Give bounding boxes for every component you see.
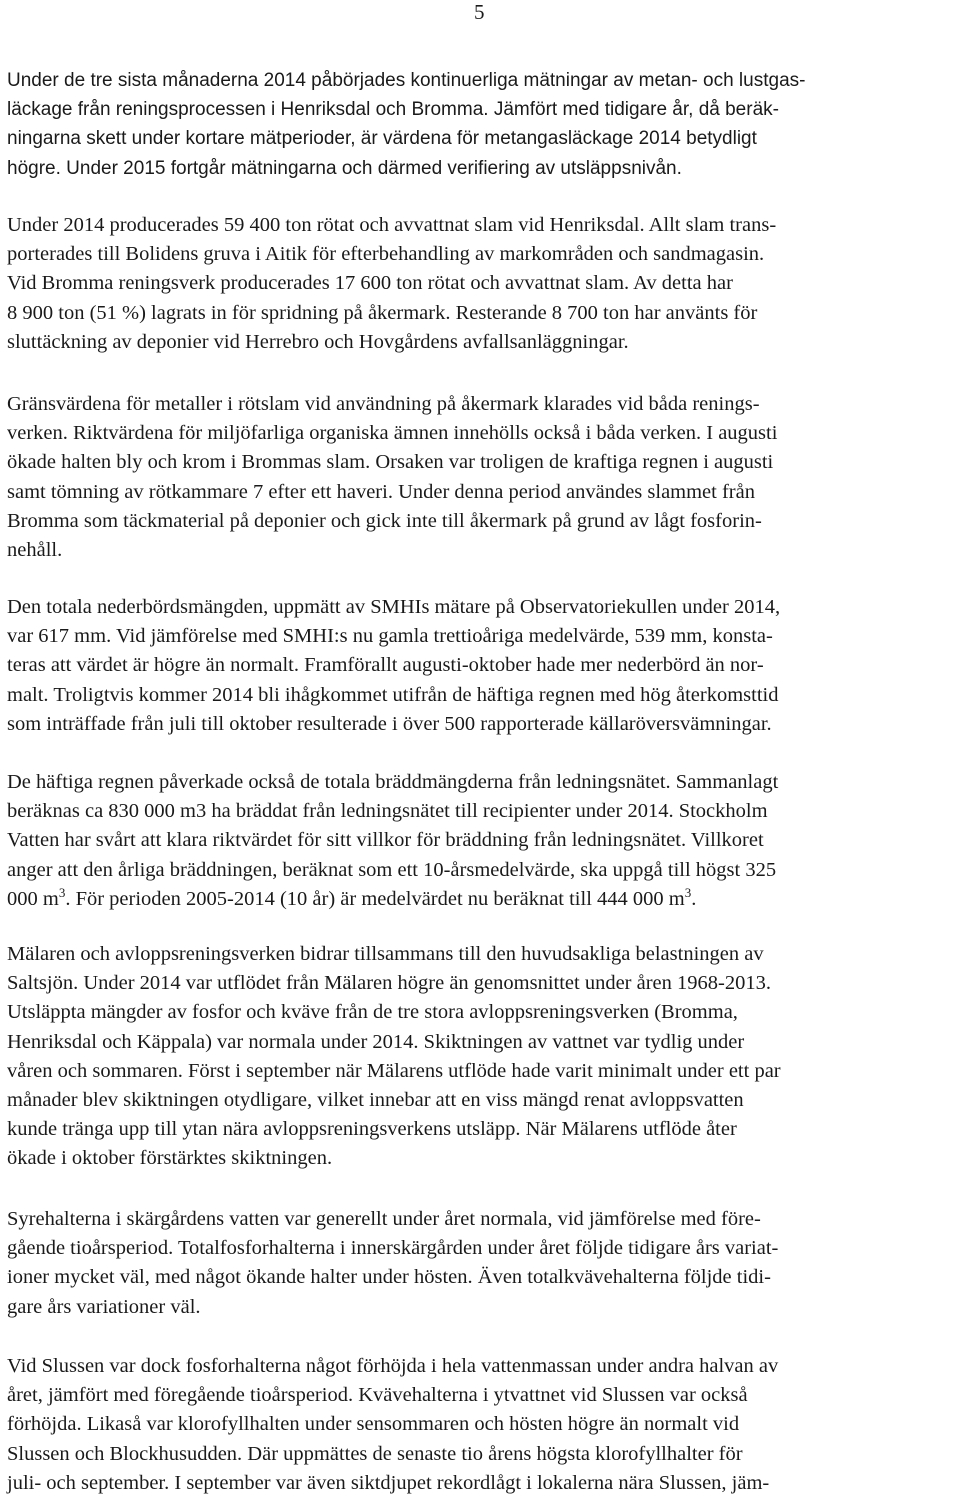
paragraph-oxygen-levels: Syrehalterna i skärgårdens vatten var generellt under året normala, vid jämförelse med före- gående tioårsperiod. Totalfosforhalterna i innerskärgården under året följde tidigare års variat- ioner mycket väl, med något ökande halter under hösten. Även totalkvävehalterna följde tidi- gare års variationer väl.	[7, 1208, 779, 1318]
page-number: 5	[474, 0, 485, 24]
paragraph-malaren-stratification: Mälaren och avloppsreningsverken bidrar tillsammans till den huvudsakliga belastningen av Saltsjön. Under 2014 var utflödet från Mälaren högre än genomsnittet under åren 1968-2013. Utsläppta mängder av fosfor och kväve från de tre stora avloppsreningsverken (Bromma, Henriksdal och Käppala) var normala under 2014. Skiktningen av vattnet var tydlig under våren och sommaren. Först i september när Mälarens utflöde hade varit minimalt under ett par månader blev skiktningen otydligare, vilket innebar att en viss mängd renat avloppsvatten kunde tränga upp till ytan nära avloppsreningsverkens utsläpp. När Mälarens utflöde åter ökade i oktober förstärktes skiktningen.	[7, 943, 781, 1170]
paragraph-overflow-volumes	[7, 768, 955, 914]
superscript-cubic-b: 3	[684, 884, 692, 900]
overflow-text-part-b: . För perioden 2005-2014 (10 år) är medelvärdet nu beräknat till 444 000 m	[65, 887, 685, 910]
paragraph-methane-measurements: Under de tre sista månaderna 2014 påbörjades kontinuerliga mätningar av metan- och lustgas- läckage från reningsprocessen i Henriksdal och Bromma. Jämfört med tidigare år, då beräk- ningarna skett under kortare mätperioder, är värdena för metangasläckage 2014 betydligt högre. Under 2015 fortgår mätningarna och därmed verifiering av utsläppsnivån.	[7, 70, 806, 179]
paragraph-slussen-phosphorus: Vid Slussen var dock fosforhalterna något förhöjda i hela vattenmassan under andra halvan av året, jämfört med föregående tioårsperiod. Kvävehalterna i ytvattnet vid Slussen var också förhöjda. Likaså var klorofyllhalten under sensommaren och hösten högre än normalt vid Slussen och Blockhusudden. Där uppmättes de senaste tio årens högsta klorofyllhalter för juli- och september. I september var även siktdjupet rekordlågt i lokalerna nära Slussen, jäm-	[7, 1355, 779, 1494]
paragraph-sludge-production: Under 2014 producerades 59 400 ton rötat och avvattnat slam vid Henriksdal. Allt slam trans- porterades till Bolidens gruva i Aitik för efterbehandling av markområden och sandmagasin. Vid Bromma reningsverk producerades 17 600 ton rötat och avvattnat slam. Av detta har 8 900 ton (51 %) lagrats in för spridning på åkermark. Resterande 8 700 ton har använts för sluttäckning av deponier vid Herrebro och Hovgårdens avfallsanläggningar.	[7, 214, 777, 353]
overflow-text-part-a: De häftiga regnen påverkade också de totala bräddmängderna från ledningsnätet. Sammanlagt beräknas ca 830 000 m3 ha bräddat från ledningsnätet till recipienter under 2014. Stockholm Vatten har svårt att klara riktvärdet för sitt villkor för bräddning från ledningsnätet. Villkoret anger att den årliga bräddningen, beräknat som ett 10-årsmedelvärde, ska uppgå till högst 325 000 m	[7, 771, 779, 910]
paragraph-metal-limits: Gränsvärdena för metaller i rötslam vid användning på åkermark klarades vid båda renings- verken. Riktvärdena för miljöfarliga organiska ämnen innehölls också i båda verken. I augusti ökade halten bly och krom i Brommas slam. Orsaken var troligen de kraftiga regnen i augusti samt tömning av rötkammare 7 efter ett haveri. Under denna period användes slammet från Bromma som täckmaterial på deponier och gick inte till åkermark på grund av lågt fosforin- nehåll.	[7, 393, 778, 562]
paragraph-precipitation: Den totala nederbördsmängden, uppmätt av SMHIs mätare på Observatoriekullen under 2014, var 617 mm. Vid jämförelse med SMHI:s nu gamla trettioåriga medelvärde, 539 mm, konsta- teras att värdet är högre än normalt. Framförallt augusti-oktober hade mer nederbörd än nor- malt. Troligtvis kommer 2014 bli ihågkommet utifrån de häftiga regnen med hög återkomsttid som inträffade från juli till oktober resulterade i över 500 rapporterade källaröversvämningar.	[7, 596, 781, 735]
superscript-cubic-a: 3	[58, 884, 66, 900]
overflow-text-part-c: .	[691, 887, 697, 910]
